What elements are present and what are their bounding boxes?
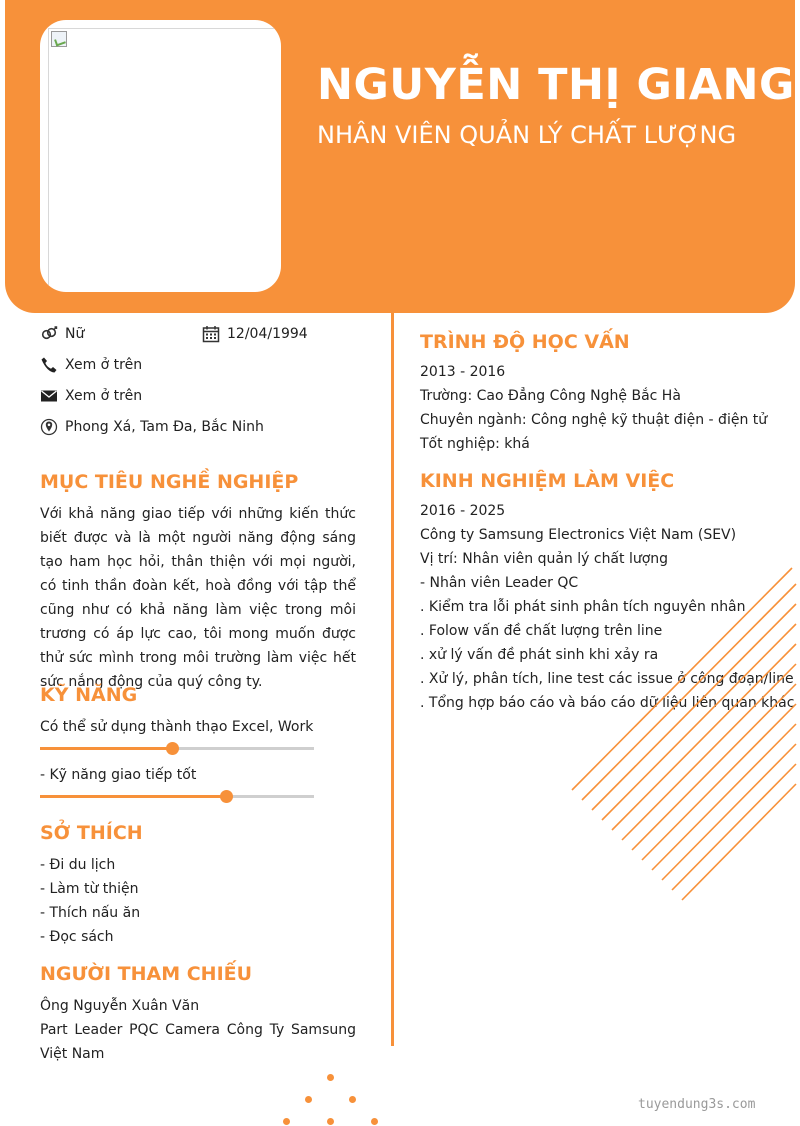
watermark: tuyendung3s.com [638,1097,756,1112]
skill-bar-knob [166,742,179,755]
email-value: Xem ở trên [65,388,143,404]
experience-period: 2016 - 2025 [420,503,506,519]
career-goal-text: Với khả năng giao tiếp với những kiến thức biết được và là một người năng động sáng tạo ham học hỏi, thân thiện với mọi người, có tinh thần đoàn kết, hoà đồng với tập thể cũng như có khả năng làm việc trong môi trương có áp lực cao, tôi mong muốn được thử sức mình trong môi trường làm việc hết sức nắng động của quý công ty. [40,506,356,690]
skill-bar [40,795,314,798]
gender-icon [40,325,58,343]
career-goal-title: MỤC TIÊU NGHỀ NGHIỆP [40,471,299,493]
broken-image-icon [51,31,67,47]
candidate-role: NHÂN VIÊN QUẢN LÝ CHẤT LƯỢNG [317,121,737,149]
calendar-icon [202,325,220,343]
candidate-name: NGUYỄN THỊ GIANG [317,60,795,110]
education-major: Chuyên ngành: Công nghệ kỹ thuật điện - điện tử [420,412,768,428]
hobby-item: - Đi du lịch [40,857,116,873]
experience-duty: . Xử lý, phân tích, line test các issue ở công đoạn/line [420,671,794,687]
reference-name: Ông Nguyễn Xuân Văn [40,998,200,1014]
profile-photo [48,28,274,285]
experience-duty: . Tổng hợp báo cáo và báo cáo dữ liệu liên quan khác [420,695,795,711]
skill-label: Có thể sử dụng thành thạo Excel, Work [40,719,314,735]
experience-duty: - Nhân viên Leader QC [420,575,579,591]
decorative-stripes [560,560,800,910]
experience-duty: . xử lý vấn đề phát sinh khi xảy ra [420,647,659,663]
hobby-item: - Thích nấu ăn [40,905,141,921]
hobby-item: - Đọc sách [40,929,114,945]
skill-bar [40,747,314,750]
email-row [40,387,142,405]
birthdate-value: 12/04/1994 [227,326,308,342]
education-period: 2013 - 2016 [420,364,506,380]
education-school: Trường: Cao Đẳng Công Nghệ Bắc Hà [420,388,681,404]
column-divider [391,313,394,1046]
phone-row [40,356,142,374]
experience-duty: . Kiểm tra lỗi phát sinh phân tích nguyên nhân [420,599,746,615]
location-icon [40,418,58,436]
header-banner [5,0,795,313]
experience-position: Vị trí: Nhân viên quản lý chất lượng [420,551,669,567]
experience-title: KINH NGHIỆM LÀM VIỆC [420,470,675,492]
address-value: Phong Xá, Tam Đa, Bắc Ninh [65,419,264,435]
phone-value: Xem ở trên [65,357,143,373]
phone-icon [40,356,58,374]
education-grade: Tốt nghiệp: khá [420,436,530,452]
email-icon [40,387,58,405]
experience-company: Công ty Samsung Electronics Việt Nam (SEV) [420,527,737,543]
profile-photo-frame [40,20,281,292]
skill-bar-fill [40,795,226,798]
address-row [40,418,264,436]
gender-value: Nữ [65,326,85,342]
education-title: TRÌNH ĐỘ HỌC VẤN [420,331,630,353]
skill-bar-knob [220,790,233,803]
skill-label: - Kỹ năng giao tiếp tốt [40,767,197,783]
gender-row [40,325,84,343]
hobbies-title: SỞ THÍCH [40,822,143,844]
birthdate-row [202,325,308,343]
reference-position: Part Leader PQC Camera Công Ty Samsung Việt Nam [40,1022,356,1062]
experience-duty: . Folow vấn đề chất lượng trên line [420,623,663,639]
reference-title: NGƯỜI THAM CHIẾU [40,963,253,985]
skills-title: KỸ NĂNG [40,684,138,706]
hobby-item: - Làm từ thiện [40,881,139,897]
skill-bar-fill [40,747,172,750]
